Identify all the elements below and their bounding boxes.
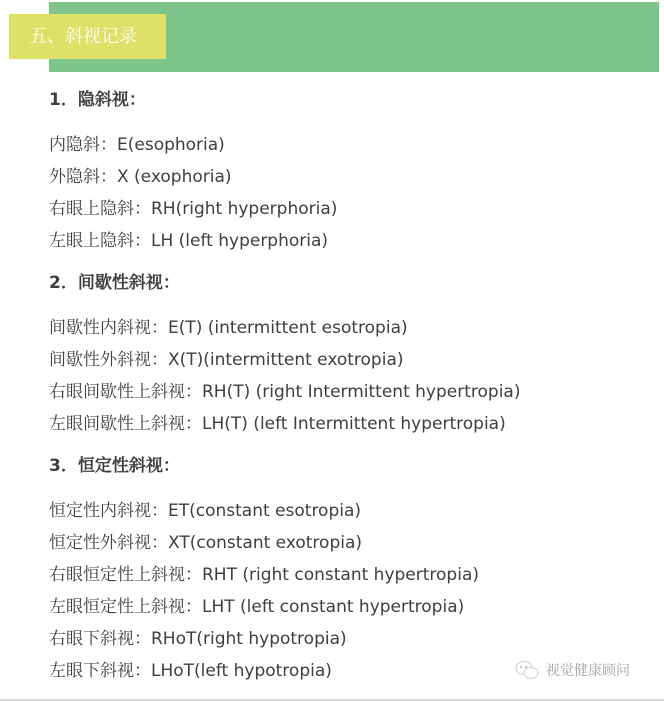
list-item: 间歇性内斜视：E(T) (intermittent esotropia) [49,318,408,338]
section-title: 五、斜视记录 [9,14,166,59]
list-item: 右眼间歇性上斜视：RH(T) (right Intermittent hypertropia) [49,382,521,402]
list-item: 内隐斜：E(esophoria) [49,135,225,155]
watermark [514,660,630,680]
list-item: 左眼上隐斜：LH (left hyperphoria) [49,231,329,251]
list-item: 右眼恒定性上斜视：RHT (right constant hypertropia) [49,565,479,585]
section-heading: 3．恒定性斜视： [49,456,180,476]
list-item: 左眼间歇性上斜视：LH(T) (left Intermittent hypertropia) [49,414,506,434]
list-item: 右眼上隐斜：RH(right hyperphoria) [49,199,338,219]
wechat-icon [514,660,540,680]
list-item: 左眼下斜视：LHoT(left hypotropia) [49,661,332,681]
section-intermittent [49,271,649,440]
section-heading: 2．间歇性斜视： [49,273,180,293]
content [49,88,649,687]
list-item: 恒定性外斜视：XT(constant exotropia) [49,533,363,553]
section-constant [49,454,649,687]
list-item: 右眼下斜视：RHoT(right hypotropia) [49,629,347,649]
watermark-text: 视觉健康顾问 [546,663,630,679]
list-item: 外隐斜：X (exophoria) [49,167,232,187]
list-item: 间歇性外斜视：X(T)(intermittent exotropia) [49,350,404,370]
list-item: 恒定性内斜视：ET(constant esotropia) [49,501,362,521]
section-heterophoria [49,88,649,257]
list-item: 左眼恒定性上斜视：LHT (left constant hypertropia) [49,597,465,617]
section-heading: 1．隐斜视： [49,90,146,110]
